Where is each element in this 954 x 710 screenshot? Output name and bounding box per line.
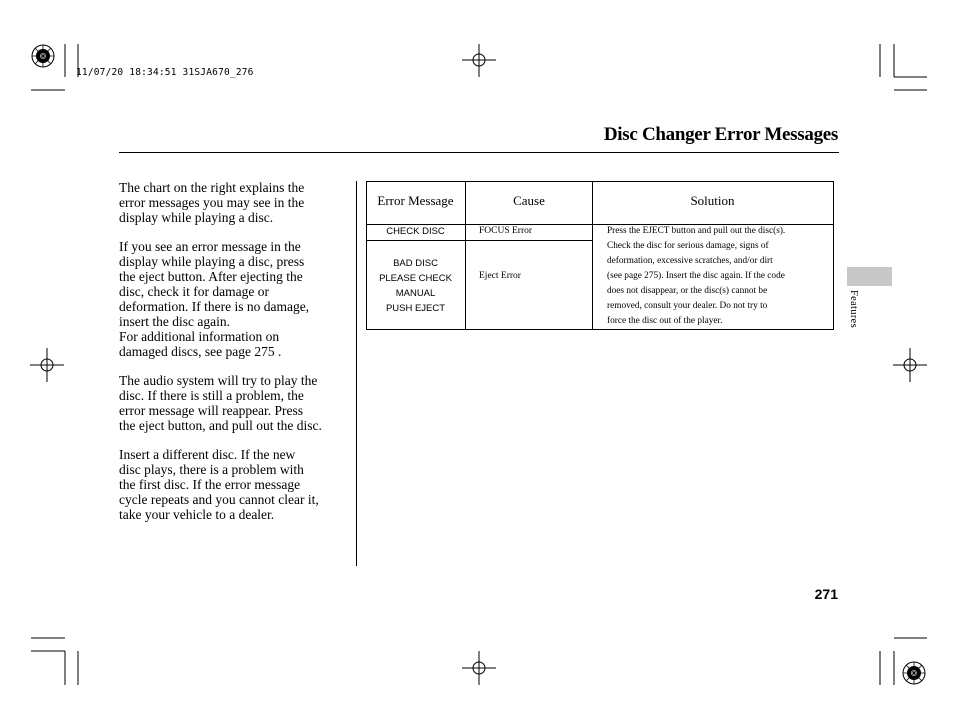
header-error-message: Error Message (377, 193, 454, 208)
row2-message: BAD DISC PLEASE CHECK MANUAL PUSH EJECT (379, 258, 452, 314)
header-cause: Cause (513, 193, 545, 208)
registration-starburst-icon-2 (903, 662, 925, 684)
row2-cause: Eject Error (479, 271, 521, 281)
paragraph-2: If you see an error message in the display while playing a disc, press the eject button. After ejecting the disc, check it for damage or deformation. If there is no damage, insert the disc again. For additional information on damaged discs, see page 275 . (119, 239, 310, 359)
page-number: 271 (814, 586, 838, 602)
registration-starburst-icon (32, 45, 54, 67)
print-stamp: 11/07/20 18:34:51 31SJA670_276 (76, 67, 254, 78)
title-rule (119, 152, 839, 153)
paragraph-4: Insert a different disc. If the new disc plays, there is a problem with the first disc. If the error message cycle repeats and you cannot clear it, take your vehicle to a dealer. (119, 447, 319, 522)
side-tab-label: Features (848, 290, 859, 328)
column-divider (356, 181, 357, 566)
section-tab (847, 267, 892, 286)
solution-text: Press the EJECT button and pull out the disc(s). Check the disc for serious damage, signs of deformation, excessive scratches, and/or dirt (see page 275). Insert the disc again. If the code does not disappear, or the disc(s) cannot be removed, consult your dealer. Do not try to force the disc out of the player. (607, 226, 786, 326)
page-title: Disc Changer Error Messages (603, 124, 838, 145)
paragraph-3: The audio system will try to play the disc. If there is still a problem, the error message will reappear. Press the eject button, and pull out the disc. (119, 373, 322, 433)
body-text (119, 180, 353, 536)
header-solution: Solution (690, 193, 735, 208)
row1-message: CHECK DISC (386, 226, 445, 237)
row1-cause: FOCUS Error (479, 226, 533, 236)
paragraph-1: The chart on the right explains the error messages you may see in the display while playing a disc. (119, 180, 305, 225)
